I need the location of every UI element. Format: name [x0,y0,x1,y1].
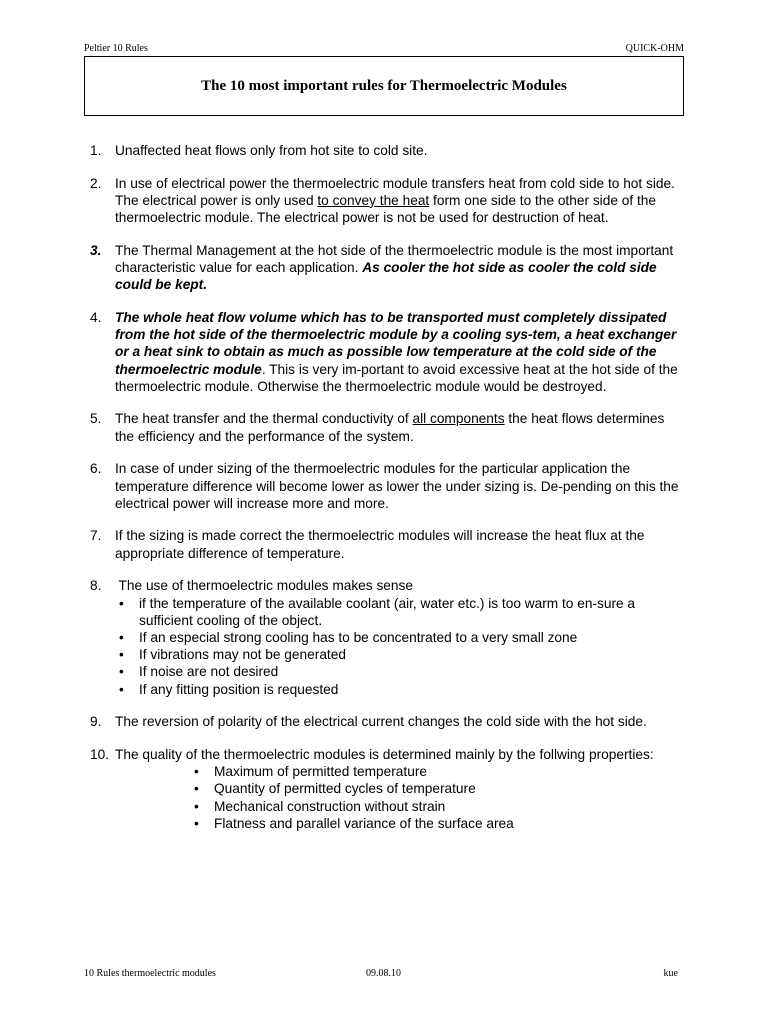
rule-text: If the sizing is made correct the thermoelectric modules will increase the heat flux at the appropriate difference of temperature. [115,528,645,561]
rule-number: 2. [90,175,102,191]
emphasized-text: As cooler the hot side as cooler the cold side could be kept. [115,260,657,293]
rule-text: The Thermal Management at the hot side of the thermoelectric module is the most important characteristic value for each application. [115,242,674,276]
rule-number: 5. [90,411,102,427]
rule-number: 6. [90,461,102,477]
rule-text: The reversion of polarity of the electrical current changes the cold side with the hot side. [115,714,647,730]
rule-text: Unaffected heat flows only from hot site to cold site. [115,143,428,158]
title-box [84,56,684,116]
footer-author: kue [663,968,678,979]
rule-number: 4. [90,309,102,325]
rule-text: In use of electrical power the thermoelectric module transfers heat from cold side to hot side. The electrical power is only used [115,175,675,208]
rule-3 [90,242,680,294]
rule-text: . This is very im-portant to avoid excessive heat at the hot side of the thermoelectric module. Otherwise the thermoelectric module would be destroyed. [115,361,678,394]
rule-8 [90,577,680,697]
underlined-text: all components [412,411,505,427]
rule-number: 1. [90,143,102,158]
rule-text: the heat flows determines the efficiency and the performance of the system. [115,411,665,444]
bullet-list [115,595,680,698]
list-item: • If noise are not desired [115,663,680,680]
header-document-name: Peltier 10 Rules [84,43,148,54]
rule-5 [90,410,680,444]
rule-number: 9. [90,714,102,730]
list-item: • Maximum of permitted temperature [190,763,680,780]
footer-date: 09.08.10 [366,968,401,979]
list-item: • If vibrations may not be generated [115,646,680,663]
rule-number: 3. [90,242,102,258]
emphasized-text: The whole heat flow volume which has to be transported must completely dissipated from the hot side of the thermoelectric module by a cooling sys-tem, a heat exchanger or a heat sink to obtain as much as possible low temperature at the cold side of the thermoelectric module [115,309,677,377]
bullet-list [115,763,680,832]
rule-4 [90,309,680,395]
underlined-text: to convey the heat [317,192,430,208]
list-item: • if the temperature of the available coolant (air, water etc.) is too warm to en-sure a sufficient cooling of the object. [115,595,680,629]
list-item: • Quantity of permitted cycles of temperature [190,780,680,797]
rule-text: In case of under sizing of the thermoelectric modules for the particular application the temperature difference will become lower as lower the under sizing is. De-pending on this the electrical power will increase more and more. [115,461,679,511]
rule-9 [90,713,680,730]
rule-text: form one side to the other side of the thermoelectric module. The electrical power is not be used for destruction of heat. [115,192,656,226]
list-item: • If any fitting position is requested [115,681,680,698]
list-item: • Flatness and parallel variance of the surface area [190,815,680,832]
rule-number: 7. [90,528,102,544]
rule-text: The quality of the thermoelectric modules is determined mainly by the follwing properties: [115,746,654,762]
rule-6 [90,460,680,512]
rule-text: The use of thermoelectric modules makes sense [115,578,413,594]
rule-10 [90,746,680,832]
footer-document-name: 10 Rules thermoelectric modules [84,968,216,979]
rule-1 [90,142,680,159]
list-item: • Mechanical construction without strain [190,798,680,815]
rules-list [90,142,680,848]
rule-text: The heat transfer and the thermal conductivity of [115,411,413,427]
rule-number: 10. [90,746,110,762]
list-item: • If an especial strong cooling has to be concentrated to a very small zone [115,629,680,646]
rule-number: 8. [90,578,102,594]
rule-2 [90,175,680,227]
rule-7 [90,527,680,561]
header-company-name: QUICK-OHM [625,43,684,54]
page-title: The 10 most important rules for Thermoelectric Modules [201,78,567,94]
